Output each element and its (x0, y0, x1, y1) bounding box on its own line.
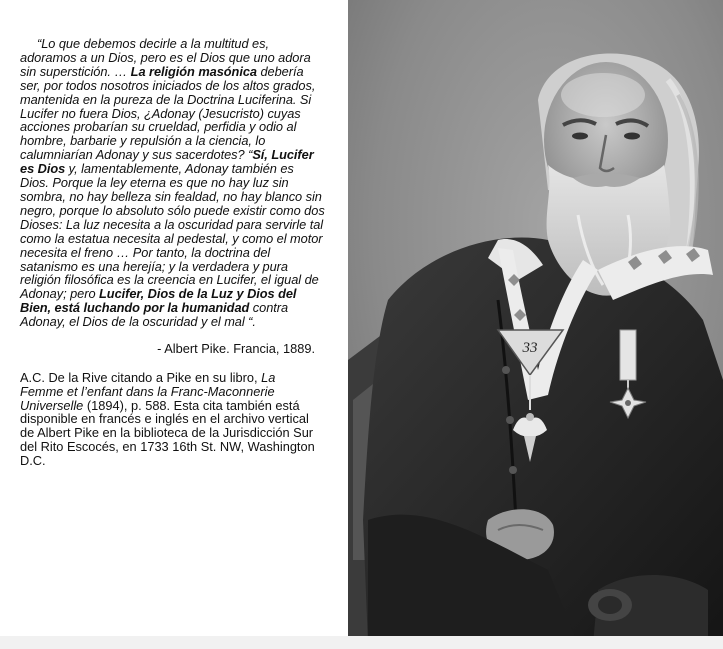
attribution: - Albert Pike. Francia, 1889. (157, 341, 315, 357)
quote-bold-2: Sí, Lucifer es Dios (20, 147, 314, 177)
quote-bold-1: La religión masónica (130, 63, 257, 79)
quote-part-3: y, lamentablemente, Adonay también es Dios. Porque la ley eterna es que no hay luz sin sombra, no hay belleza sin fealdad, no hay blanco sin negro, porque lo absoluto sólo puede existir como dos Dioses: La luz necesita a la oscuridad para servirle tal como la estatua necesita al pedestal, y como el motor necesita el freno … Por tanto, la doctrina del satanismo es una herejía; y la verdadera y pura religión filosófica es la creencia en Lucifer, el igual de Adonay; pero (20, 161, 325, 302)
quote-part-4: contra Adonay, el Dios de la oscuridad y el mal “. (20, 300, 289, 330)
jewel-number: 33 (522, 340, 538, 356)
citation (20, 371, 315, 468)
text-column (20, 37, 325, 468)
pike-quote (20, 37, 325, 329)
bottom-strip (0, 636, 723, 649)
citation-book-title: La Femme et l’enfant dans la Franc-Maconnerie Universelle (20, 370, 276, 413)
quote-bold-3: Lucifer, Dios de la Luz y Dios del Bien, está luchando por la humanidad (20, 286, 297, 316)
citation-prefix: A.C. De la Rive citando a Pike en su libro, (20, 370, 262, 386)
albert-pike-portrait (348, 0, 723, 644)
citation-suffix: (1894), p. 588. Esta cita también está disponible en francés e inglés en el archivo vertical de Albert Pike en la biblioteca de la Jurisdicción Sur del Rito Escocés, en 1733 16th St. NW, Washington D.C. (20, 397, 315, 468)
quote-part-2: debería ser, por todos nosotros iniciados de los altos grados, mantenida en la pureza de la Doctrina Luciferina. Si Lucifer no fuera Dios, ¿Adonay (Jesucristo) cuyas acciones probarían su crueldad, perfidia y odio al hombre, barbarie y repulsión a la ciencia, lo calumniarían Adonay y sus sacerdotes? “ (20, 63, 316, 163)
quote-part-1: “Lo que debemos decirle a la multitud es, adoramos a un Dios, pero es el Dios que uno adora sin superstición. … (20, 36, 311, 79)
